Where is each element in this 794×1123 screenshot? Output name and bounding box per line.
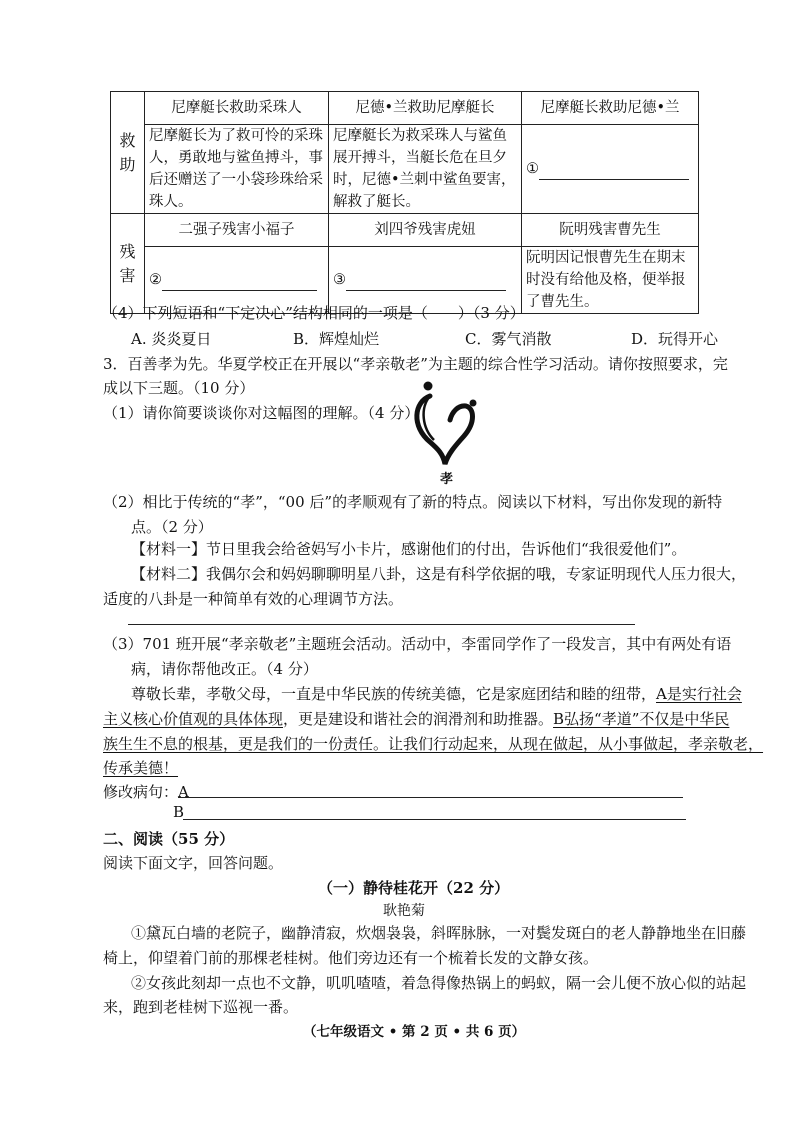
- q3-sub2-line2: 点。（2 分）: [131, 518, 213, 536]
- answer-line-sub2[interactable]: [128, 624, 635, 625]
- filial-heart-figure: [408, 378, 488, 470]
- blank-marker-2: ②: [149, 272, 162, 288]
- q4-stem: （4）下列短语和“下定决心”结构相同的一项是（ ）（3 分）: [103, 304, 525, 322]
- q4-option-b[interactable]: B．辉煌灿烂: [293, 330, 380, 348]
- harm-row-label: 残 害: [111, 214, 145, 314]
- harm-header-2: 刘四爷残害虎妞: [329, 214, 522, 247]
- page-footer: （七年级语文 • 第 2 页 • 共 6 页）: [303, 1024, 526, 1040]
- q4-option-c[interactable]: C．雾气消散: [465, 330, 552, 348]
- answer-blank-1[interactable]: [539, 161, 689, 180]
- speech-line3-text: 让我们行动起来，从现在做起，从小事做起，孝亲敬老，: [388, 735, 764, 753]
- reading-instruction: 阅读下面文字，回答问题。: [103, 854, 284, 872]
- blank-marker-3: ③: [333, 272, 346, 288]
- fix-answer-line-b[interactable]: [183, 819, 686, 820]
- q3-intro-line1: 3．百善孝为先。华夏学校正在开展以“孝亲敬老”为主题的综合性学习活动。请你按照要求，完: [103, 355, 728, 373]
- speech-line1-text: 尊敬长辈，孝敬父母，一直是中华民族的传统美德，它是家庭团结和睦的纽带，: [131, 685, 657, 703]
- speech-line3: [103, 733, 763, 754]
- head-dot-left: [424, 382, 433, 391]
- fix-answer-line-a[interactable]: [178, 797, 683, 798]
- paragraph-1-line2: 椅上，仰望着门前的那棵老桂树。他们旁边还有一个梳着长发的文静女孩。: [103, 949, 599, 967]
- q4-option-a[interactable]: A. 炎炎夏日: [131, 330, 212, 348]
- speech-line4: [103, 757, 178, 778]
- speech-line1: [131, 683, 742, 704]
- q4-option-d[interactable]: D．玩得开心: [631, 330, 719, 348]
- blank-marker-1: ①: [526, 161, 539, 177]
- q3-sub3-line2: 病，请你帮他改正。（4 分）: [131, 660, 318, 678]
- fix-label-a: 修改病句：A: [103, 783, 189, 801]
- rescue-cell-2: 尼摩艇长为救采珠人与鲨鱼展开搏斗，当艇长危在旦夕时，尼德•兰刺中鲨鱼要害，解救了艇长。: [329, 125, 522, 214]
- comparison-table: [110, 91, 699, 314]
- harm-header-1: 二强子残害小福子: [145, 214, 329, 247]
- q3-sub2-line1: （2）相比于传统的“孝”，“00 后”的孝顺观有了新的特点。阅读以下材料，写出你发现的新特: [103, 493, 723, 511]
- q3-sub3-line1: （3）701 班开展“孝亲敬老”主题班会活动。活动中，李雷同学作了一段发言，其中有两处有语: [103, 635, 732, 653]
- rescue-header-1: 尼摩艇长救助采珠人: [145, 92, 329, 125]
- figure-caption: 孝: [440, 472, 454, 487]
- material-2-line1: 【材料二】我偶尔会和妈妈聊聊明星八卦，这是有科学依据的哦，专家证明现代人压力很大，: [131, 565, 747, 583]
- rescue-row-label: 救 助: [111, 92, 145, 214]
- q3-sub1: （1）请你简要谈谈你对这幅图的理解。（4 分）: [103, 404, 420, 422]
- rescue-cell-1: 尼摩艇长为了救可怜的采珠人，勇敢地与鲨鱼搏斗，事后还赠送了一小袋珍珠给采珠人。: [145, 125, 329, 214]
- speech-error-a-start: A是实行社会: [656, 685, 742, 703]
- paragraph-2-line1: ②女孩此刻却一点也不文静，叽叽喳喳，着急得像热锅上的蚂蚁，隔一会儿便不放心似的站起: [131, 974, 747, 992]
- speech-line2: [103, 708, 729, 729]
- reading-section-heading: 二、阅读（55 分）: [103, 830, 235, 848]
- answer-blank-2[interactable]: [162, 272, 317, 291]
- q3-intro-line2: 成以下三题。（10 分）: [103, 379, 255, 397]
- harm-header-3: 阮明残害曹先生: [522, 214, 699, 247]
- harm-cell-3: 阮明因记恨曹先生在期末时没有给他及格，便举报了曹先生。: [522, 247, 699, 314]
- speech-error-b-end: 族生生不息的根基，更是我们的一份责任。: [103, 735, 389, 753]
- passage-author: 耿艳菊: [383, 903, 425, 919]
- material-2-line2: 适度的八卦是一种简单有效的心理调节方法。: [103, 590, 404, 608]
- speech-error-b-start: B弘扬“孝道”不仅是中华民: [553, 710, 730, 728]
- speech-error-a-end: 主义核心价值观的具体体现: [103, 710, 284, 728]
- speech-line2-text: ，更是建设和谐社会的润滑剂和助推器。: [283, 710, 554, 728]
- rescue-header-3: 尼摩艇长救助尼德•兰: [522, 92, 699, 125]
- material-1: 【材料一】节日里我会给爸妈写小卡片，感谢他们的付出，告诉他们“我很爱他们”。: [131, 540, 687, 558]
- answer-blank-3[interactable]: [346, 272, 506, 291]
- paragraph-1-line1: ①黛瓦白墙的老院子，幽静清寂，炊烟袅袅，斜晖脉脉，一对鬓发斑白的老人静静地坐在旧藤: [131, 924, 747, 942]
- rescue-header-2: 尼德•兰救助尼摩艇长: [329, 92, 522, 125]
- paragraph-2-line2: 来，跑到老桂树下巡视一番。: [103, 998, 299, 1016]
- rescue-cell-3[interactable]: [522, 125, 699, 214]
- passage-title: （一）静待桂花开（22 分）: [318, 879, 510, 897]
- fix-label-b: B: [173, 803, 185, 821]
- speech-line4-text: 传承美德！: [103, 759, 179, 777]
